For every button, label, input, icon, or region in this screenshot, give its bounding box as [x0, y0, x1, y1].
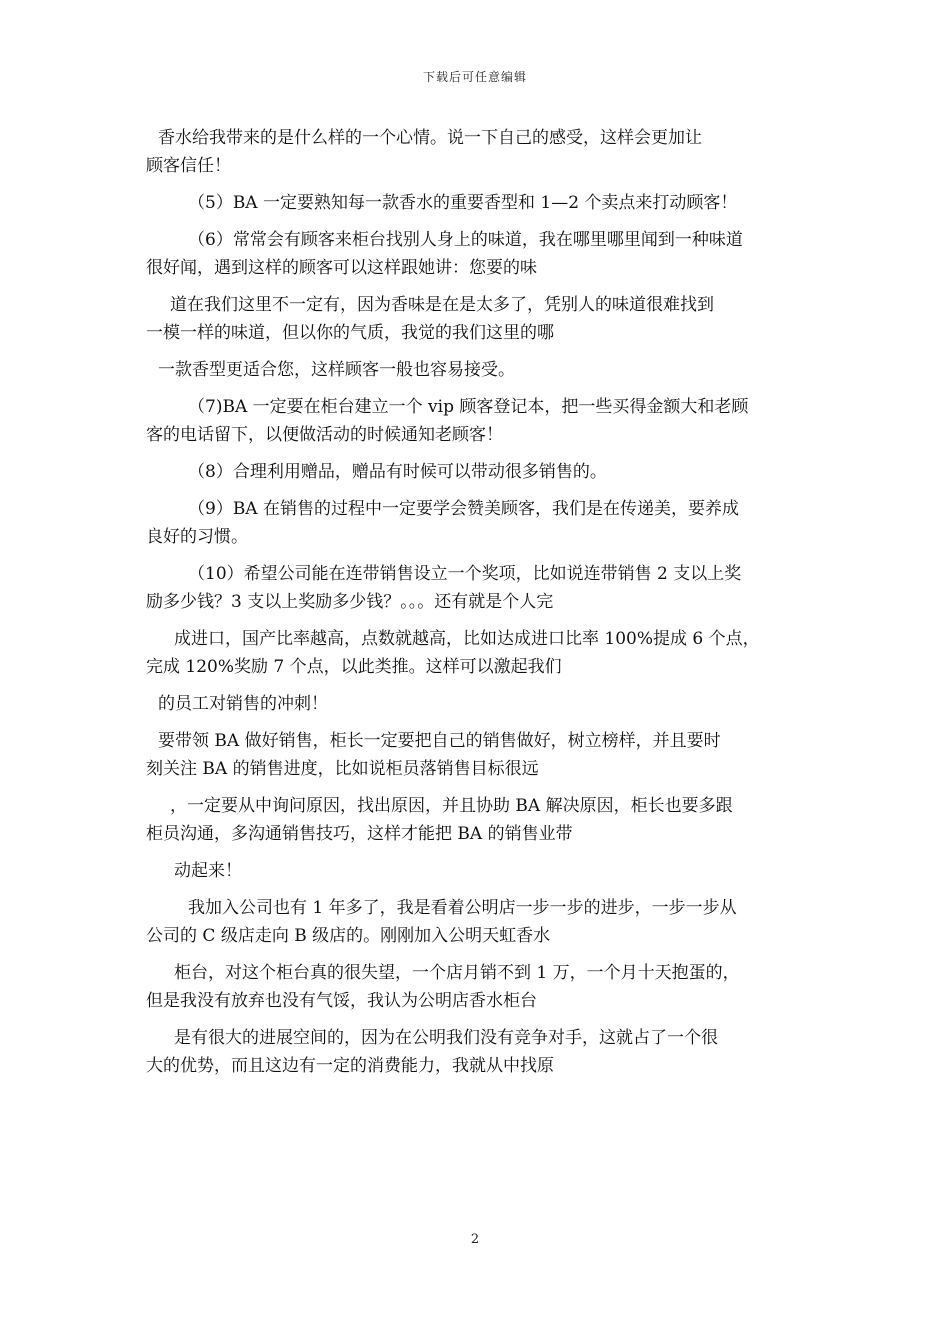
text-line: 一模一样的味道，但以你的气质，我觉的我们这里的哪	[146, 323, 554, 343]
text-line: 我加入公司也有 1 年多了，我是看着公明店一步一步的进步，一步一步从	[188, 898, 737, 918]
text-line: （8）合理利用赠品，赠品有时候可以带动很多销售的。	[188, 462, 607, 482]
text-line: ，一定要从中询问原因，找出原因，并且协助 BA 解决原因，柜长也要多跟	[170, 796, 733, 816]
text-line: 励多少钱？3 支以上奖励多少钱？。。。还有就是个人完	[146, 592, 554, 612]
text-line: （6）常常会有顾客来柜台找别人身上的味道，我在哪里哪里闻到一种味道	[188, 230, 743, 250]
text-line: 动起来！	[174, 861, 242, 881]
text-line: 柜员沟通，多沟通销售技巧，这样才能把 BA 的销售业带	[146, 824, 573, 844]
text-line: 良好的习惯。	[146, 527, 248, 547]
text-line: 客的电话留下，以便做活动的时候通知老顾客！	[146, 425, 503, 445]
text-line: 是有很大的进展空间的，因为在公明我们没有竞争对手，这就占了一个很	[174, 1028, 718, 1048]
text-line: 香水给我带来的是什么样的一个心情。说一下自己的感受，这样会更加让	[158, 128, 702, 148]
text-line: 大的优势，而且这边有一定的消费能力，我就从中找原	[146, 1056, 554, 1076]
text-line: （9）BA 在销售的过程中一定要学会赞美顾客，我们是在传递美，要养成	[188, 499, 739, 519]
page-number: 2	[470, 1232, 480, 1247]
text-line: （5）BA 一定要熟知每一款香水的重要香型和 1—2 个卖点来打动顾客！	[188, 193, 738, 213]
text-line: 很好闻，遇到这样的顾客可以这样跟她讲：您要的味	[146, 258, 537, 278]
page-header: 下载后可任意编辑	[422, 70, 527, 84]
text-line: 的员工对销售的冲刺！	[158, 694, 328, 714]
text-line: 公司的 C 级店走向 B 级店的。刚刚加入公明天虹香水	[146, 926, 551, 946]
text-line: 成进口，国产比率越高，点数就越高，比如达成进口比率 100%提成 6 个点，	[174, 629, 760, 649]
text-line: 顾客信任！	[146, 156, 231, 176]
text-line: 完成 120%奖励 7 个点，以此类推。这样可以激起我们	[146, 657, 562, 677]
text-line: 一款香型更适合您，这样顾客一般也容易接受。	[158, 360, 515, 380]
text-line: 柜台，对这个柜台真的很失望，一个店月销不到 1 万，一个月十天抱蛋的，	[174, 963, 740, 983]
text-line: 但是我没有放弃也没有气馁，我认为公明店香水柜台	[146, 991, 537, 1011]
document-body	[146, 124, 826, 1080]
text-line: 道在我们这里不一定有，因为香味是在是太多了，凭别人的味道很难找到	[170, 295, 714, 315]
text-line: 刻关注 BA 的销售进度，比如说柜员落销售目标很远	[146, 759, 539, 779]
text-line: （7)BA 一定要在柜台建立一个 vip 顾客登记本，把一些买得金额大和老顾	[188, 397, 749, 417]
text-line: 要带领 BA 做好销售，柜长一定要把自己的销售做好，树立榜样，并且要时	[158, 731, 721, 751]
text-line: （10）希望公司能在连带销售设立一个奖项，比如说连带销售 2 支以上奖	[188, 564, 742, 584]
